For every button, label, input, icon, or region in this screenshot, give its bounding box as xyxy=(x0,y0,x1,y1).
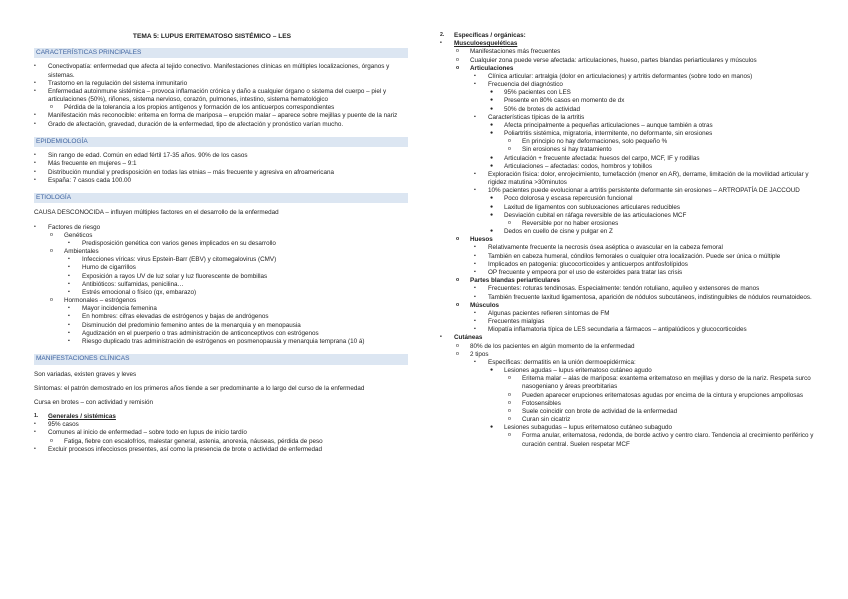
list-item-text: Eritema malar – alas de mariposa: exantema eritematoso en mejillas y dorso de la nariz. Respeta surco nasogeniano y áreas preorbitarias xyxy=(522,375,811,391)
list-item xyxy=(34,281,408,289)
list-item xyxy=(34,112,408,120)
bullet-marker: ● xyxy=(490,97,494,104)
list-item-text: Relativamente frecuente la necrosis ósea aséptica o avascular en la cabeza femoral xyxy=(488,244,723,252)
list-item xyxy=(442,334,820,342)
list-item xyxy=(34,80,408,88)
list-item-text: Específicas / orgánicas: xyxy=(454,32,526,39)
bullet-marker: o xyxy=(50,231,53,238)
bullet-marker: • xyxy=(34,160,36,167)
bullet-marker: o xyxy=(508,432,511,439)
list-item xyxy=(442,253,820,261)
list-item xyxy=(442,408,820,416)
list-item-text: Frecuentes mialgias xyxy=(488,318,545,326)
list-item xyxy=(442,236,820,244)
list-item-text: Manifestaciones más frecuentes xyxy=(470,48,561,56)
bullet-marker: • xyxy=(34,223,36,230)
list-item xyxy=(442,163,820,171)
bullet-marker: ● xyxy=(490,211,494,218)
bullet-marker: • xyxy=(440,40,442,47)
bullet-marker: o xyxy=(50,437,53,444)
bullet-marker: o xyxy=(508,399,511,406)
list-item-text: Exploración física: dolor, enrojecimiento, tumefacción (menor en AR), derrame, limitación de la movilidad articular y rigidez matutina >30minutos xyxy=(488,170,809,187)
bullet-marker: ▪ xyxy=(474,170,476,177)
list-item xyxy=(34,232,408,240)
list-item xyxy=(442,400,820,408)
list-item xyxy=(34,121,408,129)
list-item-text: Fatiga, fiebre con escalofríos, malestar general, astenia, anorexia, náuseas, pérdida de peso xyxy=(64,437,323,445)
list-item xyxy=(442,155,820,163)
list-item xyxy=(442,32,820,40)
bullet-marker: o xyxy=(50,248,53,255)
list-item-text: Músculos xyxy=(470,301,500,309)
list-item-text: Predisposición genética con varios genes implicados en su desarrollo xyxy=(82,239,276,247)
bullet-marker: • xyxy=(34,176,36,183)
section-heading: ETIOLOGÍA xyxy=(34,193,408,203)
list-item xyxy=(442,48,820,56)
list-item xyxy=(442,171,820,187)
bullet-marker: ▪ xyxy=(474,260,476,267)
list-item xyxy=(34,63,408,79)
list-item xyxy=(442,57,820,65)
list-item xyxy=(442,351,820,359)
list-item-text: Frecuentes: roturas tendinosas. Especialmente: tendón rotuliano, aquíleo y extensores de manos xyxy=(488,285,760,293)
bullet-marker: • xyxy=(440,334,442,341)
list-item-text: Pueden aparecer erupciones eritematosas agudas por encima de la cintura y erupciones ampollosas xyxy=(522,391,804,399)
page-title: TEMA 5: LUPUS ERITEMATOSO SISTÉMICO – LES xyxy=(132,33,292,40)
list-item xyxy=(34,313,408,321)
bullet-marker: ▪ xyxy=(68,272,70,279)
list-item-text: Antibióticos: sulfamidas, penicilina… xyxy=(82,280,184,288)
list-item-text: Hormonales – estrógenos xyxy=(64,297,137,305)
list-item-text: Fotosensibles xyxy=(522,399,561,407)
bullet-marker: ● xyxy=(490,89,494,96)
list-item xyxy=(442,89,820,97)
list-item-text: Enfermedad autoinmune sistémica – provoca inflamación crónica y daño a cualquier órgano o sistema del cuerpo – piel y articulaciones (50%), riñones, sistema nervioso, corazón, pulmones, intestino, sistema hematológico xyxy=(48,87,387,104)
left-column xyxy=(34,28,408,454)
list-item xyxy=(442,261,820,269)
bullet-marker: • xyxy=(34,112,36,119)
list-item-text: Lesiones agudas – lupus eritematoso cutáneo agudo xyxy=(504,367,652,375)
list-item-text: Articulaciones – afectadas: codos, hombros y tobillos xyxy=(504,162,653,170)
list-item xyxy=(442,244,820,252)
list-item xyxy=(442,138,820,146)
list-item xyxy=(442,212,820,220)
section-heading: CARACTERÍSTICAS PRINCIPALES xyxy=(34,48,408,58)
list-item-text: Frecuencia del diagnóstico xyxy=(488,81,563,89)
bullet-marker: ● xyxy=(490,121,494,128)
bullet-marker: • xyxy=(34,152,36,159)
list-item-text: Lesiones subagudas – lupus eritematoso cutáneo subagudo xyxy=(504,424,673,432)
bullet-marker: o xyxy=(456,301,460,308)
list-item xyxy=(442,228,820,236)
list-item-text: En principio no hay deformaciones, solo pequeño % xyxy=(522,138,668,146)
bullet-marker: ▪ xyxy=(474,326,476,333)
bullet-marker: ▪ xyxy=(474,318,476,325)
list-item xyxy=(34,429,408,437)
list-item xyxy=(442,343,820,351)
list-item xyxy=(442,106,820,114)
list-item-text: Cualquier zona puede verse afectada: articulaciones, hueso, partes blandas periarticulares y músculos xyxy=(470,56,757,64)
list-item-text: Excluir procesos infecciosos presentes, así como la presencia de brote o actividad de enfermedad xyxy=(48,445,323,453)
bullet-marker: o xyxy=(508,146,511,153)
paragraph: Síntomas: el patrón demostrado en los primeros años tiende a ser predominante a lo largo del curso de la enfermedad xyxy=(34,384,365,392)
bullet-marker: o xyxy=(456,64,460,71)
list-item xyxy=(34,160,408,168)
bullet-marker: ▪ xyxy=(68,288,70,295)
list-item-text: También frecuente laxitud ligamentosa, aparición de nódulos subcutáneos, indistinguibles de nódulos reumatoideos. xyxy=(488,293,812,301)
bullet-marker: o xyxy=(456,56,459,63)
list-item-text: Curan sin cicatriz xyxy=(522,416,571,424)
list-item xyxy=(442,146,820,154)
section-heading: EPIDEMIOLOGÍA xyxy=(34,137,408,147)
list-item-text: 2 tipos xyxy=(470,350,489,358)
list-item-text: Humo de cigarrillos xyxy=(82,264,136,272)
bullet-marker: ▪ xyxy=(474,252,476,259)
list-item xyxy=(442,432,820,448)
bullet-marker: ▪ xyxy=(474,187,476,194)
list-item xyxy=(34,322,408,330)
list-item xyxy=(442,359,820,367)
list-item-text: Factores de riesgo xyxy=(48,223,101,231)
bullet-marker: ▪ xyxy=(68,256,70,263)
list-item xyxy=(34,338,408,346)
list-item-text: Articulación + frecuente afectada: huesos del carpo, MCF, IF y rodillas xyxy=(504,154,700,162)
bullet-marker: o xyxy=(508,416,511,423)
list-item-text: Pérdida de la tolerancia a los propios antígenos y formación de los anticuerpos correspondientes xyxy=(64,104,335,112)
list-item xyxy=(34,438,408,446)
list-item xyxy=(442,285,820,293)
bullet-marker: ▪ xyxy=(474,72,476,79)
bullet-marker: ▪ xyxy=(68,321,70,328)
paragraph: Son variadas, existen graves y leves xyxy=(34,370,137,378)
bullet-marker: • xyxy=(34,120,36,127)
list-item xyxy=(34,297,408,305)
bullet-marker: o xyxy=(508,138,511,145)
list-item-text: Riesgo duplicado tras administración de estrógenos en posmenopausia y menarquia temprana (10 á) xyxy=(82,337,365,345)
list-item-text: Más frecuente en mujeres – 9:1 xyxy=(48,160,137,168)
list-item xyxy=(442,416,820,424)
list-item xyxy=(442,195,820,203)
list-item-text: Algunas pacientes refieren síntomas de FM xyxy=(488,309,610,317)
list-item xyxy=(442,326,820,334)
bullet-marker: ● xyxy=(490,154,494,161)
list-item xyxy=(442,318,820,326)
list-item-text: Poliartritis sistémica, migratoria, intermitente, no deformante, sin erosiones xyxy=(504,130,713,138)
list-item xyxy=(442,424,820,432)
list-item xyxy=(34,104,408,112)
list-item-text: Laxitud de ligamentos con subluxaciones articulares reducibles xyxy=(504,203,681,211)
list-item-text: Genéticos xyxy=(64,231,93,239)
bullet-marker: 1. xyxy=(34,413,39,420)
list-item xyxy=(34,446,408,454)
bullet-marker: • xyxy=(34,445,36,452)
bullet-marker: ● xyxy=(490,105,494,112)
list-item xyxy=(34,224,408,232)
list-item xyxy=(34,264,408,272)
list-item xyxy=(442,269,820,277)
list-item xyxy=(442,302,820,310)
list-item-text: Miopatía inflamatoria típica de LES secundaria a fármacos – antipalúdicos y glucocorticoides xyxy=(488,326,747,334)
list-item-text: Conectivopatía: enfermedad que afecta al tejido conectivo. Manifestaciones clínicas en múltiples localizaciones, órganos y sistemas. xyxy=(48,63,390,79)
list-item-text: Articulaciones xyxy=(470,64,514,72)
list-item-text: Manifestación más reconocible: eritema en forma de mariposa – erupción malar – aparece sobre mejillas y puente de la nariz xyxy=(48,112,398,120)
bullet-marker: ● xyxy=(490,228,494,235)
list-item-text: Poco dolorosa y escasa repercusión funcional xyxy=(504,195,633,203)
bullet-marker: o xyxy=(456,277,460,284)
list-item xyxy=(34,421,408,429)
list-item-text: Sin rango de edad. Común en edad fértil 17-35 años. 90% de los casos xyxy=(48,152,248,160)
list-item-text: Sin erosiones si hay tratamiento xyxy=(522,146,612,154)
list-item-text: Infecciones víricas: virus Epstein-Barr (EBV) y citomegalovirus (CMV) xyxy=(82,256,277,264)
list-item xyxy=(34,240,408,248)
bullet-marker: o xyxy=(508,219,511,226)
bullet-marker: ● xyxy=(490,162,494,169)
list-item xyxy=(34,152,408,160)
bullet-marker: • xyxy=(34,87,36,94)
list-item-text: Forma anular, eritematosa, redonda, de borde activo y centro claro. Tendencia al crecimiento periférico y curación central. Suelen respetar MCF xyxy=(522,432,814,448)
list-item-text: Ambientales xyxy=(64,248,99,256)
bullet-marker: o xyxy=(456,236,460,243)
bullet-marker: • xyxy=(34,63,36,70)
list-item-text: También en cabeza humeral, cóndilos femorales o cualquier otra localización. Puede ser única o múltiple xyxy=(488,252,781,260)
list-item xyxy=(442,40,820,48)
list-item-text: Distribución mundial y predisposición en todas las etnias – más frecuente y agresiva en afroamericana xyxy=(48,168,334,176)
section-heading: MANIFESTACIONES CLÍNICAS xyxy=(34,354,408,364)
bullet-marker: • xyxy=(34,429,36,436)
bullet-marker: ▪ xyxy=(68,264,70,271)
list-item-text: Agudización en el puerperio o tras administración de anticonceptivos con estrógenos xyxy=(82,329,319,337)
list-item-text: Desviación cubital en ráfaga reversible de las articulaciones MCF xyxy=(504,211,687,219)
list-item-text: Mayor incidencia femenina xyxy=(82,305,157,313)
bullet-marker: ▪ xyxy=(474,309,476,316)
list-item xyxy=(442,114,820,122)
list-item xyxy=(34,169,408,177)
list-item-text: España: 7 casos cada 100.00 xyxy=(48,176,131,184)
list-item xyxy=(34,305,408,313)
list-item-text: Trastorno en la regulación del sistema inmunitario xyxy=(48,79,188,87)
list-item-text: Huesos xyxy=(470,236,493,244)
list-item-text: 50% de brotes de actividad xyxy=(504,105,580,113)
list-item-text: Partes blandas periarticulares xyxy=(470,277,560,285)
list-item xyxy=(442,310,820,318)
list-item-text: 80% de los pacientes en algún momento de la enfermedad xyxy=(470,342,635,350)
list-item xyxy=(34,177,408,185)
bullet-marker: • xyxy=(34,79,36,86)
bullet-marker: ● xyxy=(490,424,494,431)
right-column xyxy=(442,32,820,449)
list-item-text: 95% pacientes con LES xyxy=(504,89,571,97)
bullet-marker: ▪ xyxy=(474,244,476,251)
list-item xyxy=(442,81,820,89)
list-item xyxy=(34,330,408,338)
bullet-marker: ▪ xyxy=(474,268,476,275)
list-item-text: Características típicas de la artritis xyxy=(488,113,585,121)
bullet-marker: ▪ xyxy=(68,329,70,336)
list-item-text: Afecta principalmente a pequeñas articulaciones – aunque también a otras xyxy=(504,121,713,129)
list-item-text: 95% casos xyxy=(48,421,79,429)
list-item xyxy=(34,248,408,256)
bullet-marker: ● xyxy=(490,203,494,210)
list-item-text: Cutáneas xyxy=(454,334,483,342)
list-item xyxy=(442,65,820,73)
bullet-marker: o xyxy=(508,407,511,414)
bullet-marker: • xyxy=(34,421,36,428)
bullet-marker: ▪ xyxy=(68,239,70,246)
list-item-text: Comunes al inicio de enfermedad – sobre todo en lupus de inicio tardío xyxy=(48,429,247,437)
bullet-marker: ▪ xyxy=(68,313,70,320)
list-item xyxy=(442,294,820,302)
bullet-marker: o xyxy=(508,391,511,398)
list-item xyxy=(34,273,408,281)
bullet-marker: o xyxy=(508,375,511,382)
list-item-text: Implicados en patogenia: glucocorticoides y anticuerpos antifosfolípidos xyxy=(488,260,688,268)
list-item-text: Grado de afectación, gravedad, duración de la enfermedad, tipo de afectación y pronóstico varían mucho. xyxy=(48,120,344,128)
bullet-marker: o xyxy=(50,104,53,111)
bullet-marker: o xyxy=(456,48,459,55)
list-item xyxy=(34,289,408,297)
bullet-marker: o xyxy=(456,342,459,349)
list-item-text: OP frecuente y empeora por el uso de esteroides para tratar las crisis xyxy=(488,268,683,276)
list-item-text: Clínica articular: artralgia (dolor en articulaciones) y artritis deformantes (sobre todo en manos) xyxy=(488,72,753,80)
list-item xyxy=(442,277,820,285)
bullet-marker: ▪ xyxy=(68,280,70,287)
bullet-marker: ● xyxy=(490,367,494,374)
list-item-text: En hombres: cifras elevadas de estrógenos y bajas de andrógenos xyxy=(82,313,269,321)
bullet-marker: o xyxy=(50,297,53,304)
bullet-marker: ● xyxy=(490,195,494,202)
bullet-marker: o xyxy=(456,350,459,357)
list-item-text: Específicas: dermatitis en la unión dermoepidérmica: xyxy=(488,358,636,366)
list-item xyxy=(34,88,408,104)
list-item-text: Disminución del predominio femenino antes de la menarquia y en menopausia xyxy=(82,321,301,329)
list-item-text: Suele coincidir con brote de actividad de la enfermedad xyxy=(522,407,678,415)
list-item xyxy=(34,256,408,264)
bullet-marker: • xyxy=(34,168,36,175)
list-item xyxy=(442,187,820,195)
bullet-marker: ▪ xyxy=(474,358,476,365)
list-item xyxy=(442,73,820,81)
list-item xyxy=(442,204,820,212)
bullet-marker: ▪ xyxy=(68,305,70,312)
bullet-marker: 2. xyxy=(440,32,445,38)
list-item-text: Presente en 80% casos en momento de dx xyxy=(504,97,625,105)
list-item xyxy=(442,367,820,375)
list-item-text: Musculoesqueléticas xyxy=(454,40,518,48)
list-item xyxy=(34,413,408,421)
bullet-marker: ● xyxy=(490,130,494,137)
list-item-text: 10% pacientes puede evolucionar a artritis persistente deformante sin erosiones – ARTROPATÍA DE JACCOUD xyxy=(488,187,800,195)
list-item xyxy=(442,392,820,400)
list-item xyxy=(442,375,820,391)
list-item-text: Estrés emocional o físico (qx, embarazo) xyxy=(82,288,197,296)
list-item-text: Dedos en cuello de cisne y pulgar en Z xyxy=(504,228,613,236)
bullet-marker: ▪ xyxy=(68,337,70,344)
bullet-marker: ▪ xyxy=(474,81,476,88)
bullet-marker: ▪ xyxy=(474,285,476,292)
list-item-text: Generales / sistémicas xyxy=(48,413,116,421)
bullet-marker: ▪ xyxy=(474,113,476,120)
list-item xyxy=(442,220,820,228)
list-item xyxy=(442,122,820,130)
list-item-text: Reversible por no haber erosiones xyxy=(522,219,619,227)
list-item-text: Exposición a rayos UV de luz solar y luz fluorescente de bombillas xyxy=(82,272,268,280)
paragraph: Cursa en brotes – con actividad y remisión xyxy=(34,398,153,406)
list-item xyxy=(442,97,820,105)
list-item xyxy=(442,130,820,138)
bullet-marker: ▪ xyxy=(474,293,476,300)
paragraph: CAUSA DESCONOCIDA – influyen múltiples factores en el desarrollo de la enfermedad xyxy=(34,209,279,217)
